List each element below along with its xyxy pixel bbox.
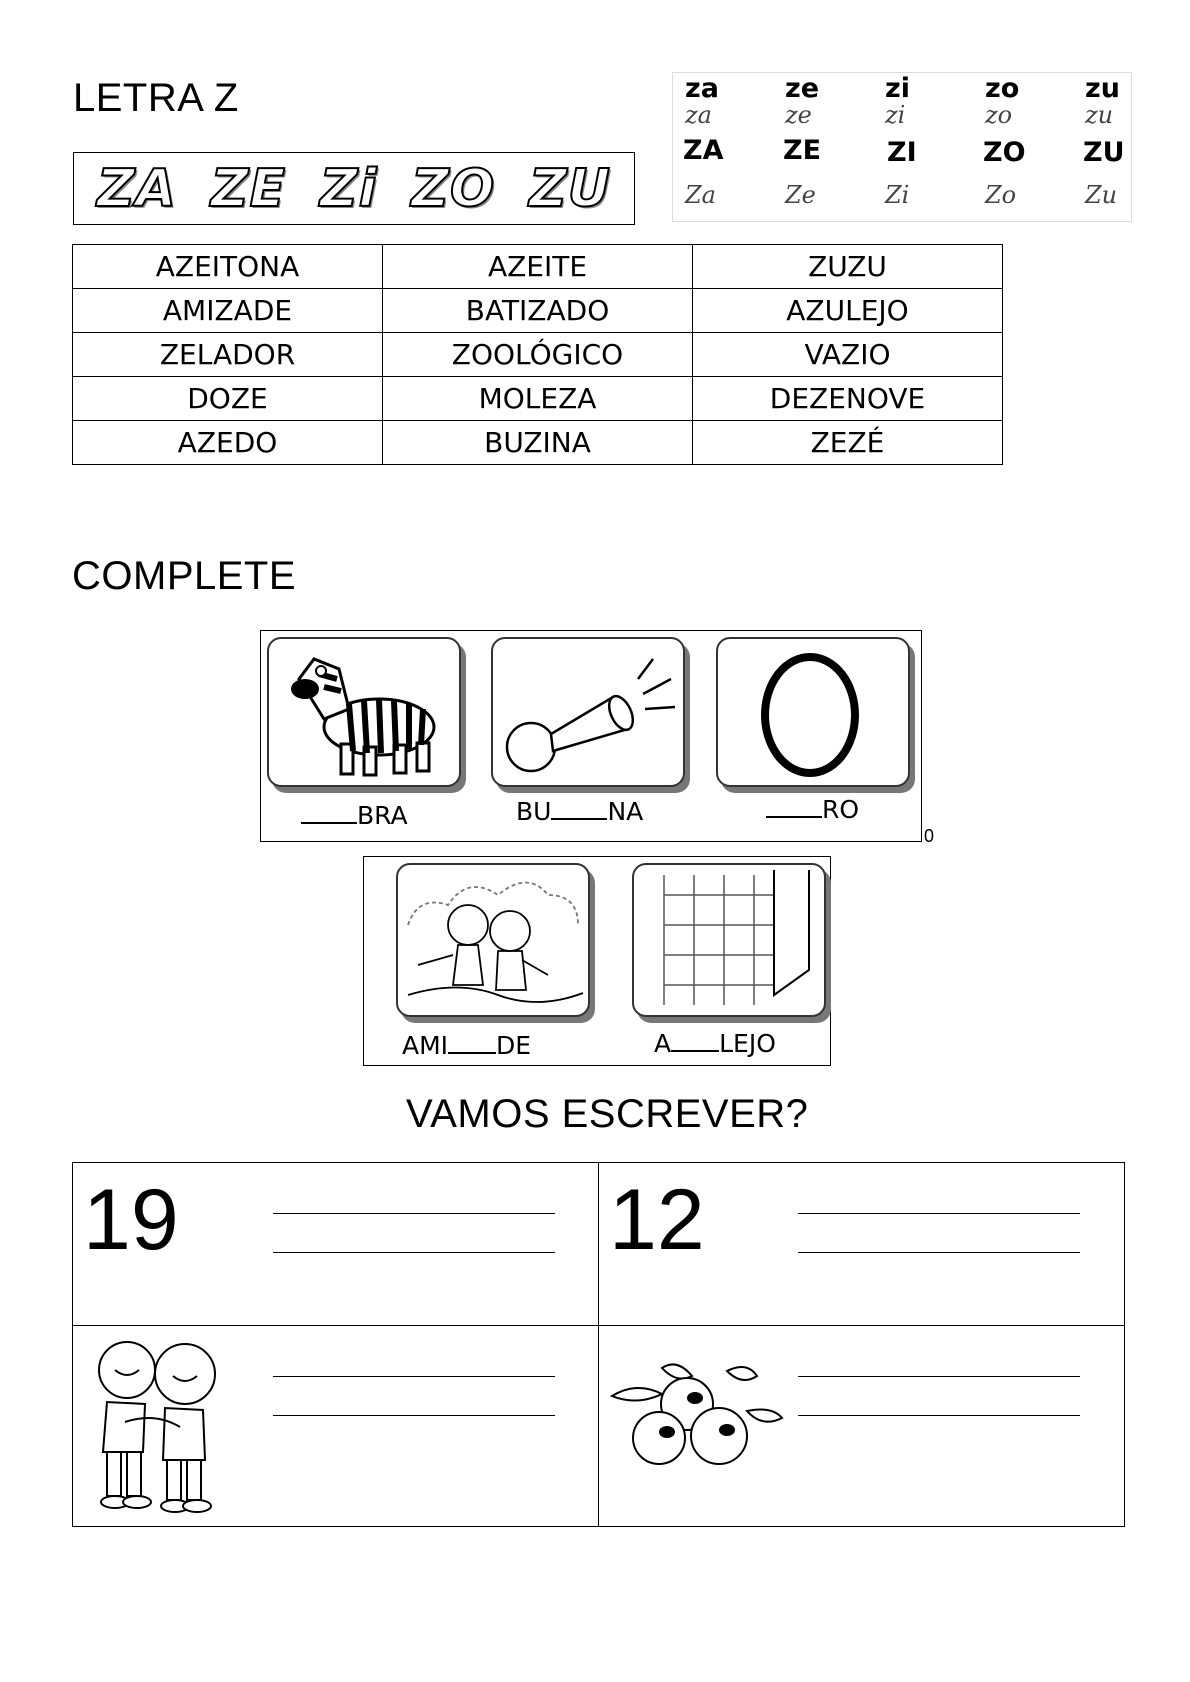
word-table <box>72 244 1003 465</box>
word-cell: ZOOLÓGICO <box>383 333 693 377</box>
syllable-upper: ZO <box>983 137 1026 168</box>
syllable-chart <box>672 72 1132 222</box>
word-cell: ZELADOR <box>73 333 383 377</box>
writing-line[interactable] <box>273 1213 555 1214</box>
label-prefix: A <box>654 1029 672 1058</box>
friends-icon <box>398 865 588 1015</box>
complete-title: COMPLETE <box>72 554 297 598</box>
syllable-upper-cursive: Zi <box>885 181 910 209</box>
writing-line[interactable] <box>273 1415 555 1416</box>
tiles-icon <box>634 865 824 1015</box>
label-suffix: BRA <box>357 801 408 830</box>
complete-row-1 <box>260 630 922 842</box>
syllable-lower: za <box>685 73 719 104</box>
banner-syllable: Zi <box>319 158 378 219</box>
answer-blank[interactable] <box>766 816 822 818</box>
writing-line[interactable] <box>798 1415 1080 1416</box>
word-cell: AZEDO <box>73 421 383 465</box>
syllable-lower: zo <box>985 73 1020 104</box>
fill-label <box>654 1029 776 1058</box>
answer-blank[interactable] <box>671 1050 719 1052</box>
syllable-upper: ZA <box>683 135 724 166</box>
syllable-lower-cursive: zo <box>985 101 1013 129</box>
syllable-lower-cursive: zu <box>1085 101 1114 129</box>
complete-row-2 <box>363 856 831 1066</box>
table-row <box>73 377 1003 421</box>
writing-line[interactable] <box>798 1376 1080 1377</box>
label-prefix: BU <box>516 797 552 826</box>
fill-label <box>516 797 643 826</box>
zero-icon <box>718 639 908 785</box>
writing-line[interactable] <box>273 1252 555 1253</box>
label-suffix: NA <box>607 797 644 826</box>
answer-blank[interactable] <box>551 818 607 820</box>
table-row <box>73 289 1003 333</box>
writing-grid <box>72 1162 1125 1527</box>
zero-card <box>716 637 910 787</box>
word-cell: BATIZADO <box>383 289 693 333</box>
writing-line[interactable] <box>798 1252 1080 1253</box>
answer-blank[interactable] <box>448 1052 496 1054</box>
word-cell: AZULEJO <box>693 289 1003 333</box>
syllable-lower: zu <box>1085 73 1120 104</box>
fill-label <box>402 1031 531 1060</box>
friends-card <box>396 863 590 1017</box>
word-cell: ZUZU <box>693 245 1003 289</box>
number-12: 12 <box>609 1172 705 1268</box>
table-row <box>73 333 1003 377</box>
zebra-card <box>267 637 461 787</box>
horn-card <box>491 637 685 787</box>
write-title: VAMOS ESCREVER? <box>406 1092 809 1136</box>
word-cell: AZEITONA <box>73 245 383 289</box>
answer-blank[interactable] <box>301 822 357 824</box>
syllable-upper-cursive: Za <box>685 181 716 209</box>
tiles-card <box>632 863 826 1017</box>
writing-cell <box>73 1163 599 1326</box>
syllable-upper-cursive: Zu <box>1085 181 1118 209</box>
word-cell: DOZE <box>73 377 383 421</box>
label-suffix: RO <box>822 795 860 824</box>
stray-mark: 0 <box>924 826 935 846</box>
banner-syllable: ZU <box>529 158 612 219</box>
olives-icon <box>607 1356 787 1476</box>
label-suffix: LEJO <box>719 1029 776 1058</box>
table-row <box>73 245 1003 289</box>
label-prefix: AMI <box>402 1031 449 1060</box>
syllable-upper: ZE <box>783 135 822 166</box>
fill-label <box>301 801 408 830</box>
writing-cell <box>73 1326 599 1527</box>
word-cell: ZEZÉ <box>693 421 1003 465</box>
fill-label <box>766 795 859 824</box>
syllable-lower-cursive: zi <box>885 101 906 129</box>
word-cell: AZEITE <box>383 245 693 289</box>
zebra-icon <box>269 639 459 785</box>
word-cell: MOLEZA <box>383 377 693 421</box>
word-cell: VAZIO <box>693 333 1003 377</box>
writing-row <box>73 1163 1125 1326</box>
syllable-upper: ZI <box>887 137 917 168</box>
writing-line[interactable] <box>273 1376 555 1377</box>
syllable-banner <box>73 152 635 225</box>
label-suffix: DE <box>496 1031 532 1060</box>
syllable-lower: ze <box>785 73 820 104</box>
writing-cell <box>599 1326 1125 1527</box>
writing-cell <box>599 1163 1125 1326</box>
writing-line[interactable] <box>798 1213 1080 1214</box>
writing-row <box>73 1326 1125 1527</box>
number-19: 19 <box>83 1172 179 1268</box>
banner-syllable: ZO <box>411 158 496 219</box>
syllable-lower: zi <box>885 73 910 104</box>
friends-hugging-icon <box>85 1332 245 1520</box>
horn-icon <box>493 639 683 785</box>
page-title: LETRA Z <box>73 76 239 120</box>
word-cell: AMIZADE <box>73 289 383 333</box>
word-cell: BUZINA <box>383 421 693 465</box>
banner-syllable: ZA <box>96 158 177 219</box>
table-row <box>73 421 1003 465</box>
syllable-upper-cursive: Zo <box>985 181 1017 209</box>
syllable-lower-cursive: za <box>685 101 712 129</box>
syllable-upper-cursive: Ze <box>785 181 816 209</box>
banner-syllable: ZE <box>210 158 286 219</box>
syllable-upper: ZU <box>1083 137 1125 168</box>
word-cell: DEZENOVE <box>693 377 1003 421</box>
syllable-lower-cursive: ze <box>785 101 812 129</box>
